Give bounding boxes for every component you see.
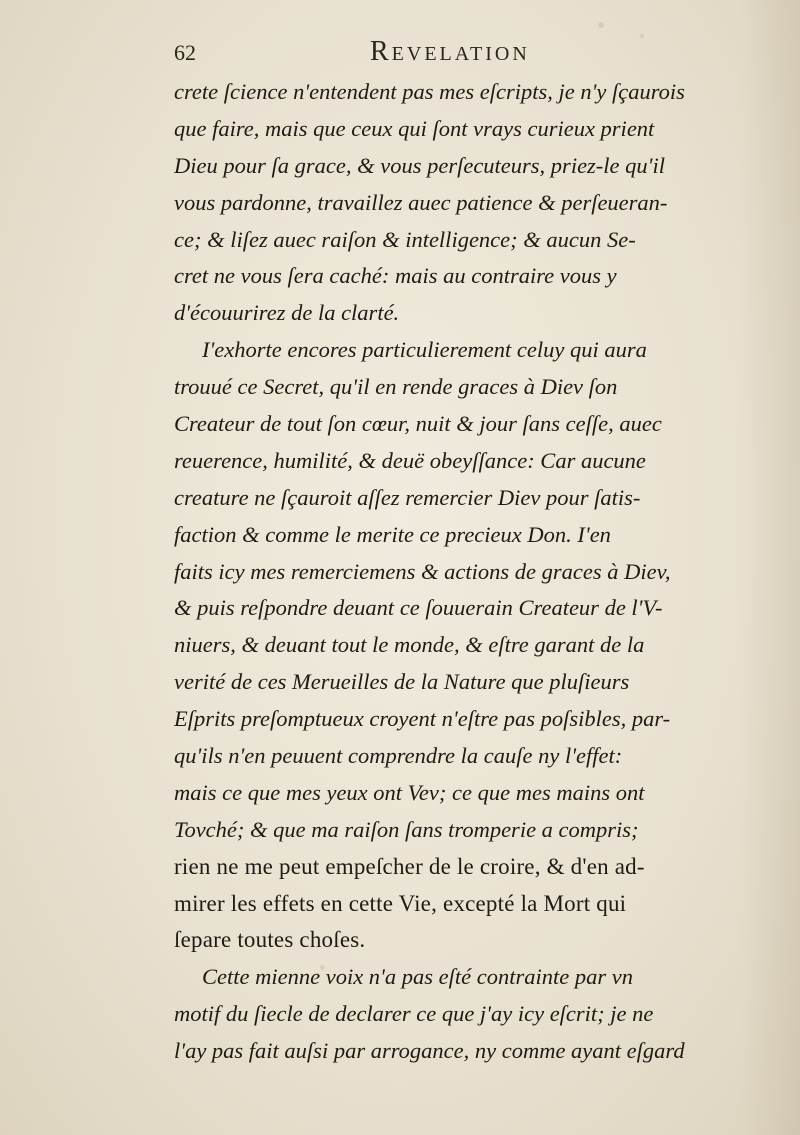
text-line: vous pardonne, travaillez auec patience & perſeueran-	[174, 189, 668, 215]
text-line: d'écouurirez de la clarté.	[174, 300, 400, 326]
text-line: ce; & liſez auec raiſon & intelligence; & aucun Se-	[174, 226, 636, 252]
text-line: faction & comme le merite ce precieux Don. I'en	[174, 521, 611, 547]
page-number: 62	[174, 40, 196, 65]
text-line: faits icy mes remerciemens & actions de graces à Diev,	[174, 558, 671, 584]
text-line: ſepare toutes choſes.	[174, 927, 366, 953]
text-line: Eſprits preſomptueux croyent n'eſtre pas poſsibles, par-	[174, 706, 671, 732]
text-line: Tovché; & que ma raiſon ſans tromperie a compris;	[174, 816, 639, 842]
text-line: mirer les effets en cette Vie, excepté la Mort qui	[174, 890, 627, 916]
text-line: qu'ils n'en peuuent comprendre la cauſe ny l'effet:	[174, 743, 623, 769]
text-line: & puis reſpondre deuant ce ſouuerain Createur de l'V-	[174, 595, 663, 621]
text-line: l'ay pas fait auſsi par arrogance, ny comme ayant eſgard	[174, 1038, 685, 1064]
text-line: crete ſcience n'entendent pas mes eſcripts, je n'y ſçaurois	[174, 79, 685, 104]
page-shadow	[740, 0, 800, 1135]
text-line: I'exhorte encores particulierement celuy qui aura	[202, 337, 647, 363]
text-line: Createur de tout ſon cœur, nuit & jour ſans ceſſe, auec	[174, 411, 662, 437]
text-line: verité de ces Merueilles de la Nature que pluſieurs	[174, 669, 630, 695]
text-line: motif du ſiecle de declarer ce que j'ay icy eſcrit; je ne	[174, 1001, 654, 1027]
text-line: Dieu pour ſa grace, & vous perſecuteurs, priez-le qu'il	[174, 152, 665, 178]
text-line: rien ne me peut empeſcher de le croire, & d'en ad-	[174, 853, 645, 879]
foxing-spot	[640, 34, 644, 38]
text-line: reuerence, humilité, & deuë obeyſſance: Car aucune	[174, 447, 646, 473]
foxing-spot	[598, 22, 604, 28]
running-head: Revelation	[370, 36, 530, 67]
text-line: trouué ce Secret, qu'il en rende graces à Diev ſon	[174, 374, 618, 400]
text-line: cret ne vous ſera caché: mais au contraire vous y	[174, 263, 617, 289]
text-line: mais ce que mes yeux ont Vev; ce que mes mains ont	[174, 779, 645, 805]
text-line: que faire, mais que ceux qui ſont vrays curieux prient	[174, 115, 655, 141]
text-line: niuers, & deuant tout le monde, & eſtre garant de la	[174, 632, 645, 658]
text-line: Cette mienne voix n'a pas eſté contrainte par vn	[202, 964, 633, 990]
text-line: creature ne ſçauroit aſſez remercier Diev pour ſatis-	[174, 484, 641, 510]
body-text	[174, 74, 740, 1070]
